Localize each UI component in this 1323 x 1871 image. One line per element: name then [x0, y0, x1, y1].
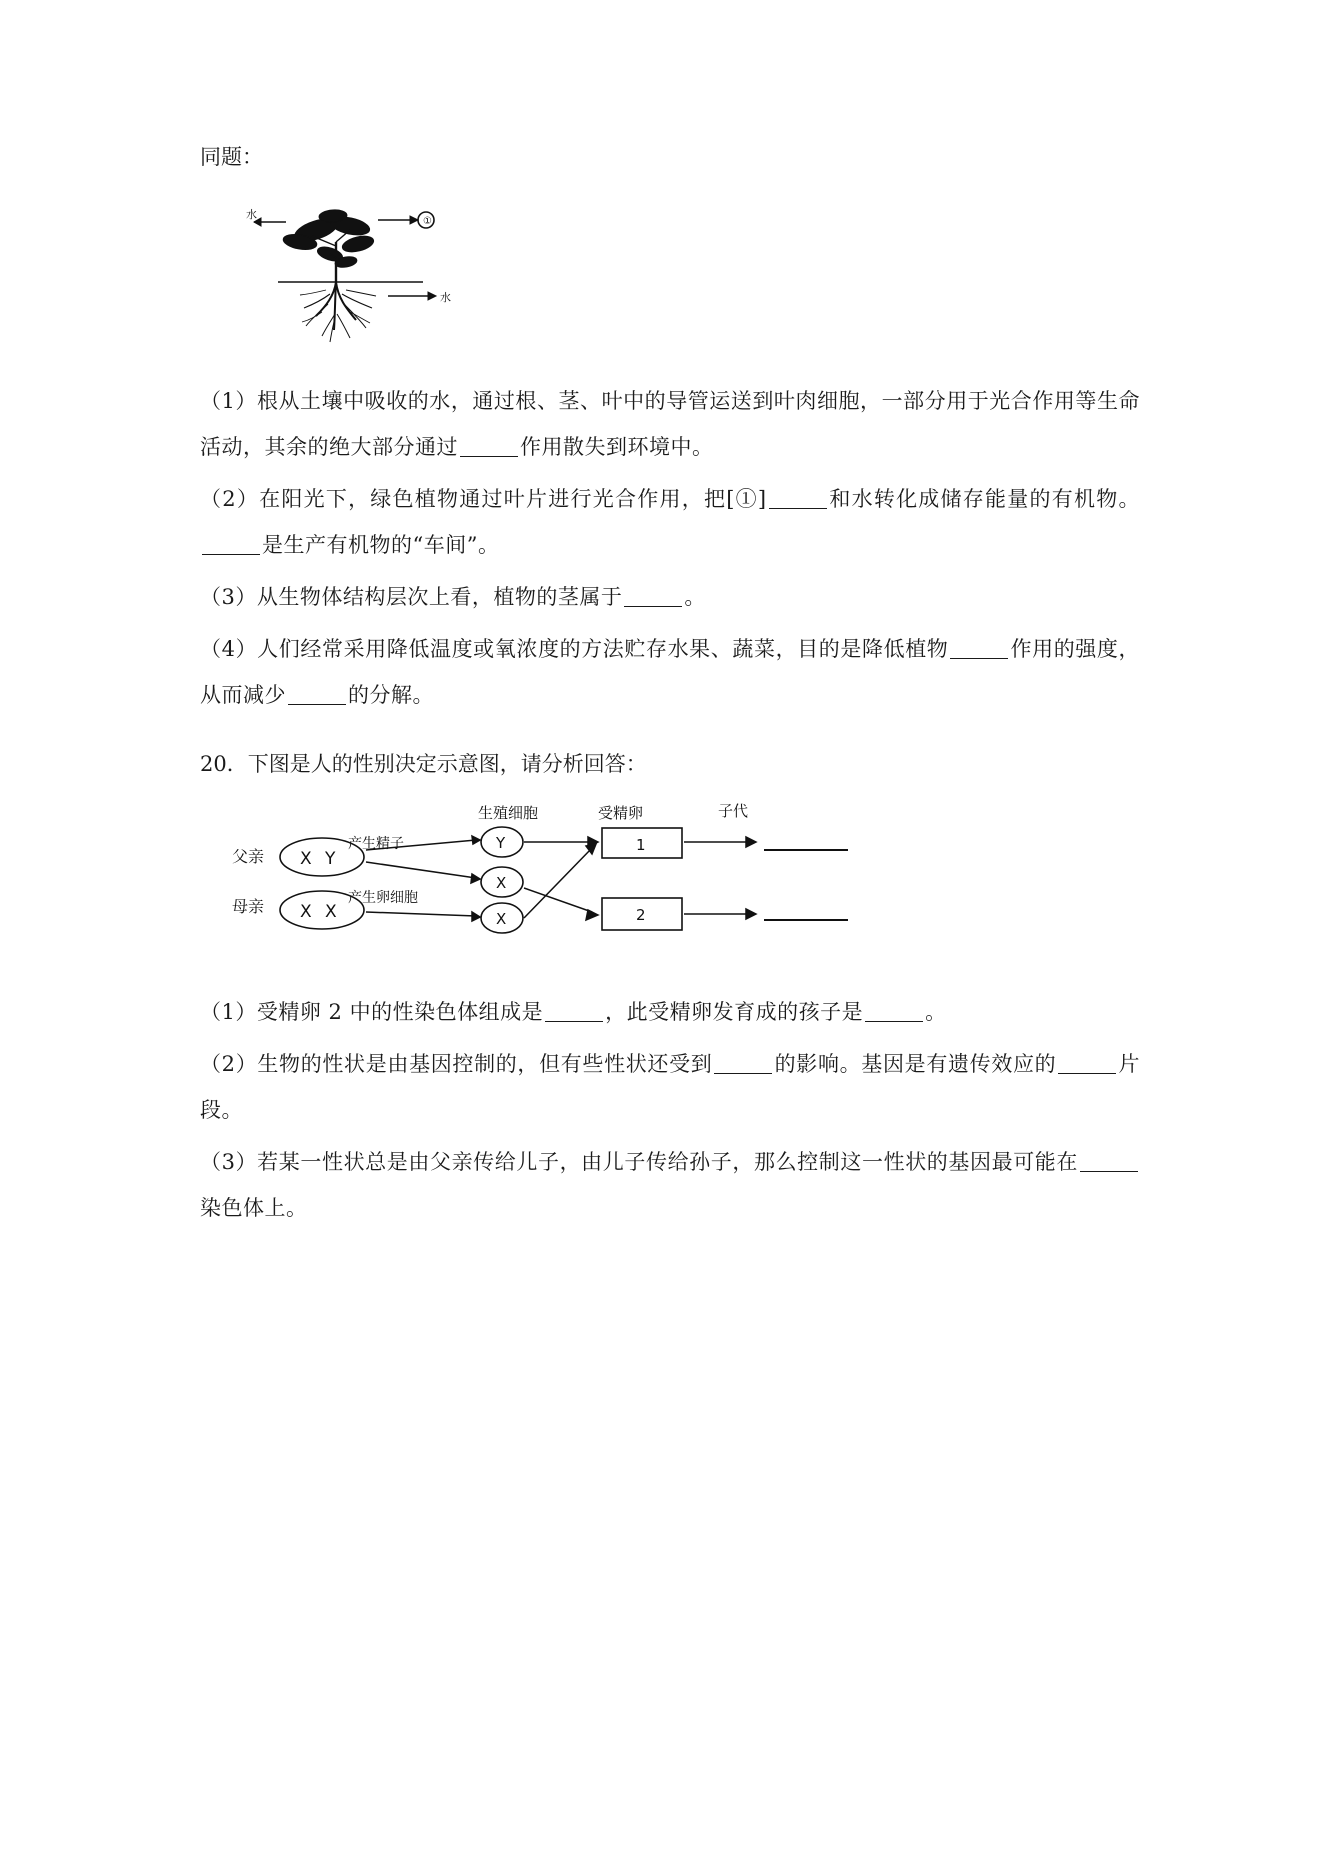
- q19-item-4: [200, 626, 1140, 718]
- row-label-mother: 母亲: [232, 897, 265, 916]
- answer-blank[interactable]: [288, 684, 346, 705]
- mother-genotype: X X: [300, 902, 341, 922]
- answer-blank[interactable]: [950, 638, 1008, 659]
- q20-item-1-text-c: 。: [925, 1000, 947, 1024]
- col-label-gametes: 生殖细胞: [478, 804, 539, 822]
- q19-item-2: [200, 476, 1140, 568]
- q20-item-2: [200, 1041, 1140, 1133]
- sex-determination-svg: [230, 800, 930, 965]
- q19-item-2-text-c: 是生产有机物的“车间”。: [262, 533, 500, 557]
- answer-blank[interactable]: [714, 1053, 772, 1074]
- q20-heading: 20．下图是人的性别决定示意图，请分析回答：: [200, 752, 647, 776]
- q19-item-1-text-a: （1）根从土壤中吸收的水，通过根、茎、叶中的导管运送到叶肉细胞，一部分用于光合作用等生命活动，其余的绝大部分通过: [200, 389, 1140, 459]
- q19-item-3-text-b: 。: [684, 585, 706, 609]
- q20-item-3-text-a: （3）若某一性状总是由父亲传给儿子，由儿子传给孙子，那么控制这一性状的基因最可能在: [200, 1150, 1078, 1174]
- q19-item-2-text-b: 和水转化成储存能量的有机物。: [828, 487, 1141, 511]
- q20-item-2-text-b: 的影响。基因是有遗传效应的: [774, 1052, 1057, 1076]
- document-content: [200, 140, 1140, 1237]
- process-label-egg: 产生卵细胞: [348, 890, 418, 906]
- answer-blank[interactable]: [202, 534, 260, 555]
- sex-determination-figure: [230, 800, 930, 965]
- col-label-offspring: 子代: [718, 802, 749, 820]
- col-label-zygote: 受精卵: [598, 804, 644, 822]
- answer-blank[interactable]: [545, 1001, 603, 1022]
- answer-blank[interactable]: [1058, 1053, 1116, 1074]
- gamete-label-x1: X: [496, 874, 507, 892]
- q19-item-1-text-b: 作用散失到环境中。: [520, 435, 714, 459]
- q19-item-4-text-b: 作用的强度，从而减少: [200, 637, 1141, 707]
- answer-blank[interactable]: [460, 436, 518, 457]
- q19-item-2-text-a: （2）在阳光下，绿色植物通过叶片进行光合作用，把[①]: [200, 487, 767, 511]
- q20-item-3-text-b: 染色体上。: [200, 1196, 308, 1220]
- q19-item-4-text-a: （4）人们经常采用降低温度或氧浓度的方法贮存水果、蔬菜，目的是降低植物: [200, 637, 949, 661]
- zygote-label-2: 2: [636, 906, 646, 924]
- gamete-label-x2: X: [496, 910, 507, 928]
- plant-diagram-svg: [238, 196, 488, 356]
- answer-blank[interactable]: [769, 488, 827, 509]
- q20-item-1-text-b: ，此受精卵发育成的孩子是: [605, 1000, 864, 1024]
- zygote-label-1: 1: [636, 836, 646, 854]
- father-genotype: X Y: [300, 849, 340, 869]
- plant-label-circle-one: ①: [423, 216, 432, 227]
- answer-blank[interactable]: [624, 586, 682, 607]
- answer-blank[interactable]: [1080, 1151, 1138, 1172]
- q19-item-3-text-a: （3）从生物体结构层次上看，植物的茎属于: [200, 585, 623, 609]
- q19-item-3: [200, 574, 1140, 620]
- gamete-label-y: Y: [496, 834, 506, 852]
- q20-item-2-text-c: 片段。: [200, 1052, 1141, 1122]
- plant-label-water-left: 水: [246, 208, 257, 221]
- q20-item-1-text-a: （1）受精卵 2 中的性染色体组成是: [200, 1000, 544, 1024]
- q20-item-2-text-a: （2）生物的性状是由基因控制的，但有些性状还受到: [200, 1052, 713, 1076]
- q20-item-3: [200, 1139, 1140, 1231]
- lead-text: 同题：: [200, 145, 263, 169]
- row-label-father: 父亲: [232, 847, 265, 866]
- q20-item-1: [200, 989, 1140, 1035]
- plant-diagram-figure: [238, 196, 488, 356]
- q19-item-4-text-c: 的分解。: [348, 683, 434, 707]
- answer-blank[interactable]: [865, 1001, 923, 1022]
- process-label-sperm: 产生精子: [348, 836, 404, 852]
- q19-item-1: [200, 378, 1140, 470]
- plant-label-water-root: 水: [440, 291, 451, 304]
